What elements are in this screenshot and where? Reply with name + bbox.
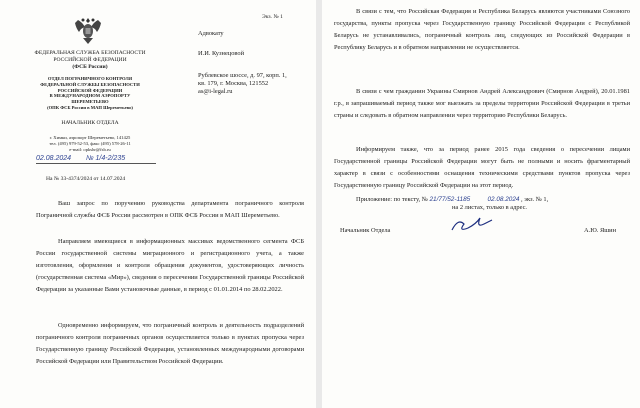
- org-line: (ФСБ России): [72, 64, 108, 71]
- head-title: НАЧАЛЬНИК ОТДЕЛА: [61, 120, 119, 126]
- ref-underline: [36, 163, 156, 164]
- double-headed-eagle-emblem-icon: [70, 12, 106, 48]
- address-line: г. Химки, аэропорт Шереметьево, 141425: [49, 135, 131, 140]
- dept-line: ОТДЕЛ ПОГРАНИЧНОГО КОНТРОЛЯ: [47, 76, 133, 81]
- org-header: [20, 50, 160, 72]
- paragraph: В связи с тем, что Российская Федерация и Республика Беларусь являются участниками Союзного государства, пункты пропуска через Государственную границу Российской Федерации с Республикой Беларусь не устанавливались, пограничный контроль лиц, следующих из Российской Федерации в Республику Беларусь и в обратном направлении не осуществляется.: [334, 8, 630, 51]
- copy-number: Экз. № 1: [262, 14, 283, 20]
- dept-line: В МЕЖДУНАРОДНОМ АЭРОПОРТУ: [49, 93, 131, 99]
- recipient-email: as@i-legal.ru: [198, 88, 233, 95]
- paragraph: В связи с чем гражданин Украины Смирнов Андрей Александрович (Смирнов Андрей), 20.01.1981 г.р., в запрашиваемый период также мог выезжать за пределы территории Российской Федерации в третьи страны и следовать в обратном направлении через территорию Республики Беларусь.: [334, 88, 630, 119]
- dept-line: ШЕРЕМЕТЬЕВО: [71, 99, 109, 105]
- paragraph: Направляем имеющиеся в информационных массивах ведомственного сегмента ФСБ России государственной системы миграционного и регистрационного учета, а также изготовления, оформления и контроля обращения документов, удостоверяющих личность (государственная система «Мир»), сведения о пересечении Государственной границы Российской Федерации за указанные Вами установочные данные, в период с 01.01.2014 по 28.02.2022.: [36, 238, 304, 293]
- address-line: тел. (495) 979-52-53, факс (495) 578-26-11: [49, 140, 131, 146]
- recipient-name: И.И. Кузнецовой: [198, 50, 244, 57]
- attachment-ref: 21/77/52-1185: [429, 196, 471, 203]
- attachment-line: [356, 196, 636, 204]
- dept-line: РОССИЙСКОЙ ФЕДЕРАЦИИ: [57, 87, 123, 93]
- paragraph: Одновременно информируем, что пограничный контроль и деятельность подразделений пограничного контроля пограничных органов осуществляется только в пунктах пропуска через Государственную границу Российской Федерации, установленных международными договорами Российской Федерации или Правительством Российской Федерации.: [36, 322, 304, 365]
- reply-reference: На № 33-4374/2024 от 14.07.2024: [46, 176, 126, 182]
- paragraph: Ваш запрос по поручению руководства департамента пограничного контроля Пограничной службы ФСБ России рассмотрен в ОПК ФСБ России в МАП Шереметьево.: [36, 200, 304, 219]
- recipient-address-line: кв. 179, г. Москва, 121552: [198, 80, 269, 87]
- signer-name: А.Ю. Яшин: [584, 227, 616, 234]
- handwritten-date: 02.08.2024: [36, 155, 72, 162]
- paragraph: Информируем также, что за период ранее 2015 года сведения о пересечении лицами Государственной границы Российской Федерации могут быть не полными и носить фрагментарный характер в связи с особенностями оснащения техническими средствами пунктов пропуска через Государственную границу Российской Федерации на этот период.: [334, 146, 630, 189]
- attachment-copy: , экз. № 1,: [521, 196, 549, 203]
- address-line: e-mail: opkshr@fsb.ru: [69, 146, 111, 152]
- department-header: [18, 76, 162, 111]
- signer-title: Начальник Отдела: [340, 227, 391, 234]
- recipient-title: Адвокату: [198, 30, 224, 37]
- recipient-address-line: Рублевское шоссе, д. 97, корп. 1,: [198, 72, 287, 79]
- attachment-date: 02.08.2024: [487, 196, 520, 203]
- org-line: РОССИЙСКОЙ ФЕДЕРАЦИИ: [53, 57, 127, 64]
- attachment-detail: на 2 листах, только в адрес.: [452, 204, 528, 211]
- handwritten-ref: № 1/4-2/235: [86, 155, 126, 162]
- dept-line: ФЕДЕРАЛЬНОЙ СЛУЖБЫ БЕЗОПАСНОСТИ: [40, 81, 140, 87]
- letter-page-1: [0, 0, 316, 408]
- org-address: [20, 135, 160, 152]
- dept-line: (ОПК ФСБ России в МАП Шереметьево): [47, 104, 133, 110]
- org-line: ФЕДЕРАЛЬНАЯ СЛУЖБА БЕЗОПАСНОСТИ: [34, 50, 146, 56]
- letter-page-2: [322, 0, 640, 408]
- attachment-label: Приложение: по тексту, №: [356, 196, 428, 203]
- signature-icon: [450, 214, 494, 236]
